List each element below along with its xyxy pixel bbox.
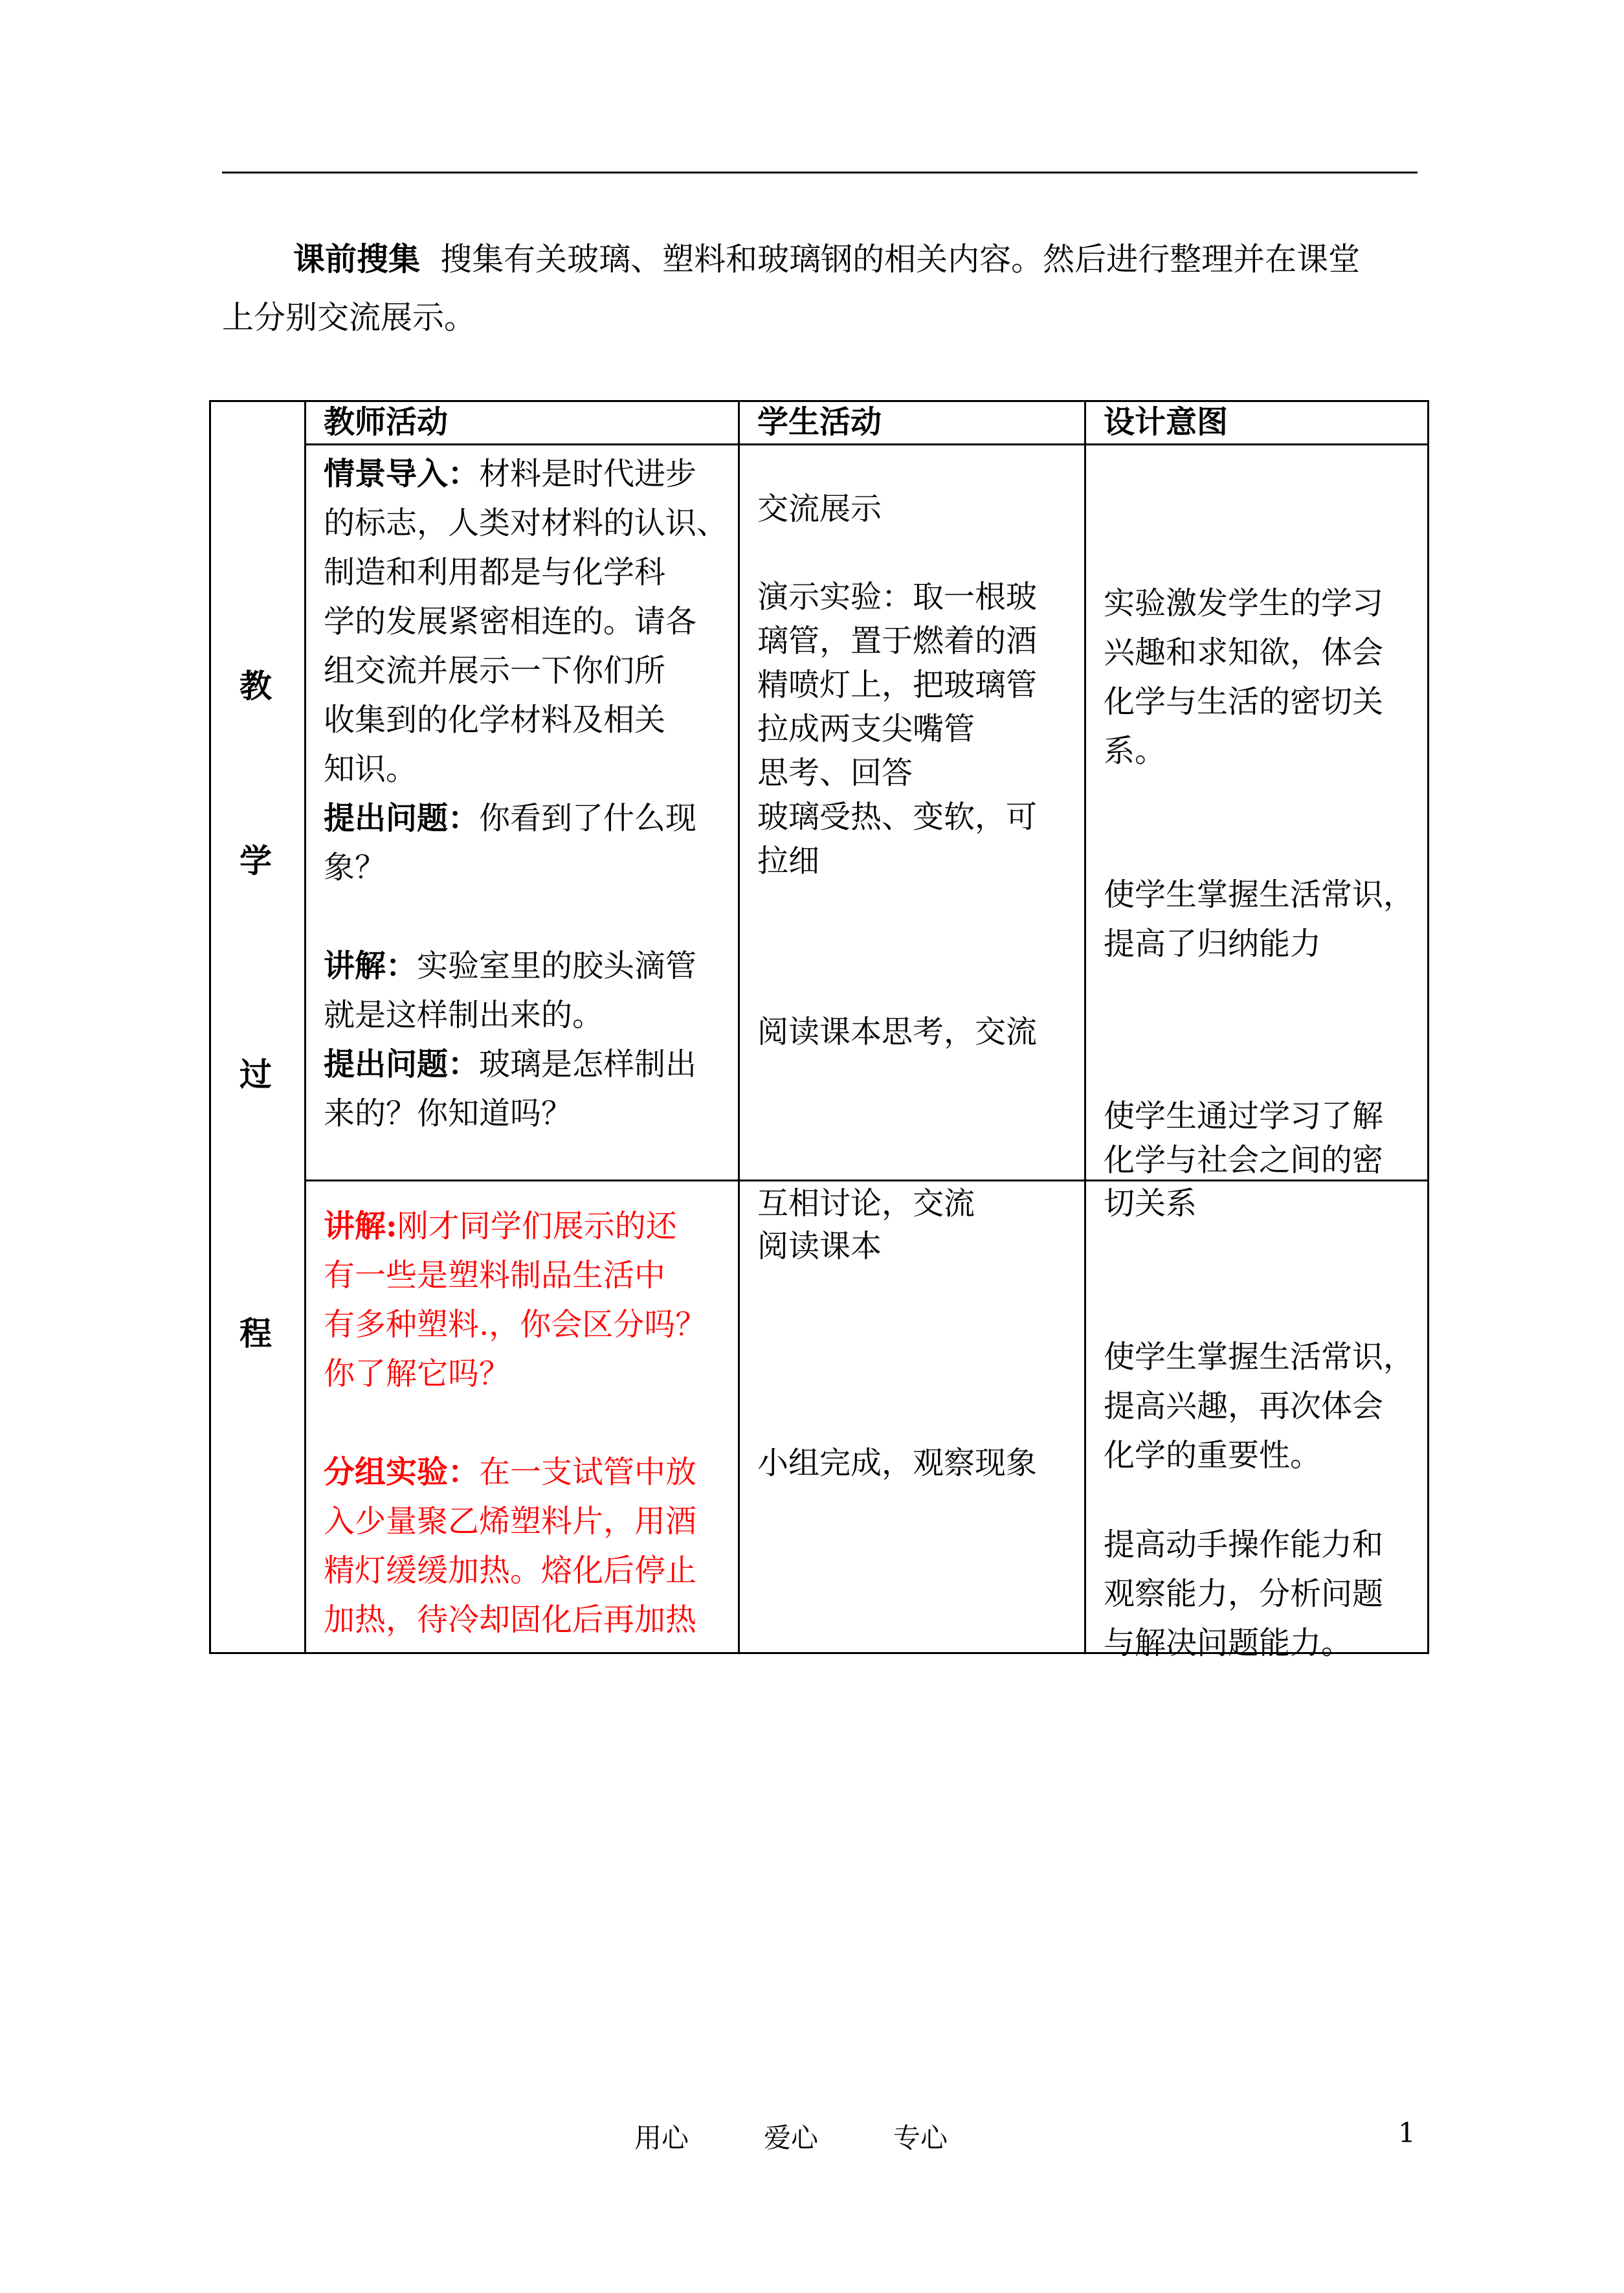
page-number: 1 bbox=[1398, 2117, 1416, 2149]
row1-purpose-3: 使学生通过学习了解 化学与社会之间的密 bbox=[1104, 1098, 1384, 1178]
row1-purpose-2: 使学生掌握生活常识， 提高了归纳能力 bbox=[1104, 877, 1415, 962]
row1-teacher: 情景导入：材料是时代进步 的标志，人类对材料的认识、 制造和利用都是与化学科 学的发展紧密相连的。请各 组交流并展示一下你们所 收集到的化学材料及相关 知识。 提出问题：你看到了什么现 象？ 讲解：实验室里的胶头滴管 就是这样制出来的。 提出问题：玻璃是怎样制出 来的？你知道吗？ bbox=[324, 456, 728, 1132]
header-bottom-border bbox=[304, 443, 1429, 445]
header-purpose: 设计意图 bbox=[1104, 404, 1229, 440]
row2-purpose-5: 提高动手操作能力和 观察能力，分析问题 与解决问题能力。 bbox=[1104, 1527, 1384, 1661]
table-right-border bbox=[1427, 400, 1429, 1654]
row2-teacher-explain: 讲解:刚才同学们展示的还 有一些是塑料制品生活中 有多种塑料.，你会区分吗？ 你了解它吗？ bbox=[324, 1208, 707, 1392]
col-divider-2 bbox=[738, 400, 740, 1654]
row1-student-share: 交流展示 bbox=[757, 491, 882, 527]
header-student: 学生活动 bbox=[757, 404, 882, 440]
row1-student-demo: 演示实验：取一根玻 璃管，置于燃着的酒 精喷灯上，把玻璃管 拉成两支尖嘴管 思考、回答 玻璃受热、变软，可 拉细 bbox=[757, 579, 1038, 879]
intro-text-1: 搜集有关玻璃、塑料和玻璃钢的相关内容。然后进行整理并在课堂 bbox=[440, 241, 1361, 278]
row2-student-group: 小组完成，观察现象 bbox=[757, 1445, 1038, 1481]
side-char-4: 程 bbox=[239, 1314, 272, 1352]
row2-purpose-cont: 切关系 bbox=[1104, 1185, 1197, 1222]
footer-item-3: 专心 bbox=[893, 2122, 948, 2154]
table-left-border bbox=[209, 400, 211, 1654]
side-char-1: 教 bbox=[239, 667, 272, 705]
row2-teacher-experiment: 分组实验：在一支试管中放 入少量聚乙烯塑料片，用酒 精灯缓缓加热。熔化后停止 加热，待冷却固化后再加热 bbox=[324, 1454, 697, 1638]
footer-item-1: 用心 bbox=[634, 2122, 689, 2154]
header-rule bbox=[222, 172, 1418, 173]
row1-student-read: 阅读课本思考，交流 bbox=[757, 1014, 1038, 1050]
row1-purpose-1: 实验激发学生的学习 兴趣和求知欲，体会 化学与生活的密切关 系。 bbox=[1104, 585, 1384, 769]
table-top-border bbox=[209, 400, 1429, 402]
row2-purpose-4: 使学生掌握生活常识， 提高兴趣，再次体会 化学的重要性。 bbox=[1104, 1339, 1415, 1473]
intro-text-2: 上分别交流展示。 bbox=[222, 299, 476, 336]
header-teacher: 教师活动 bbox=[324, 404, 449, 440]
footer-item-2: 爱心 bbox=[764, 2122, 819, 2154]
row2-student-discuss: 互相讨论，交流 阅读课本 bbox=[757, 1185, 975, 1264]
intro-paragraph bbox=[222, 230, 1419, 347]
intro-label: 课前搜集 bbox=[293, 240, 421, 278]
col-divider-1 bbox=[304, 400, 306, 1654]
side-char-3: 过 bbox=[239, 1055, 272, 1093]
side-char-2: 学 bbox=[239, 842, 272, 880]
